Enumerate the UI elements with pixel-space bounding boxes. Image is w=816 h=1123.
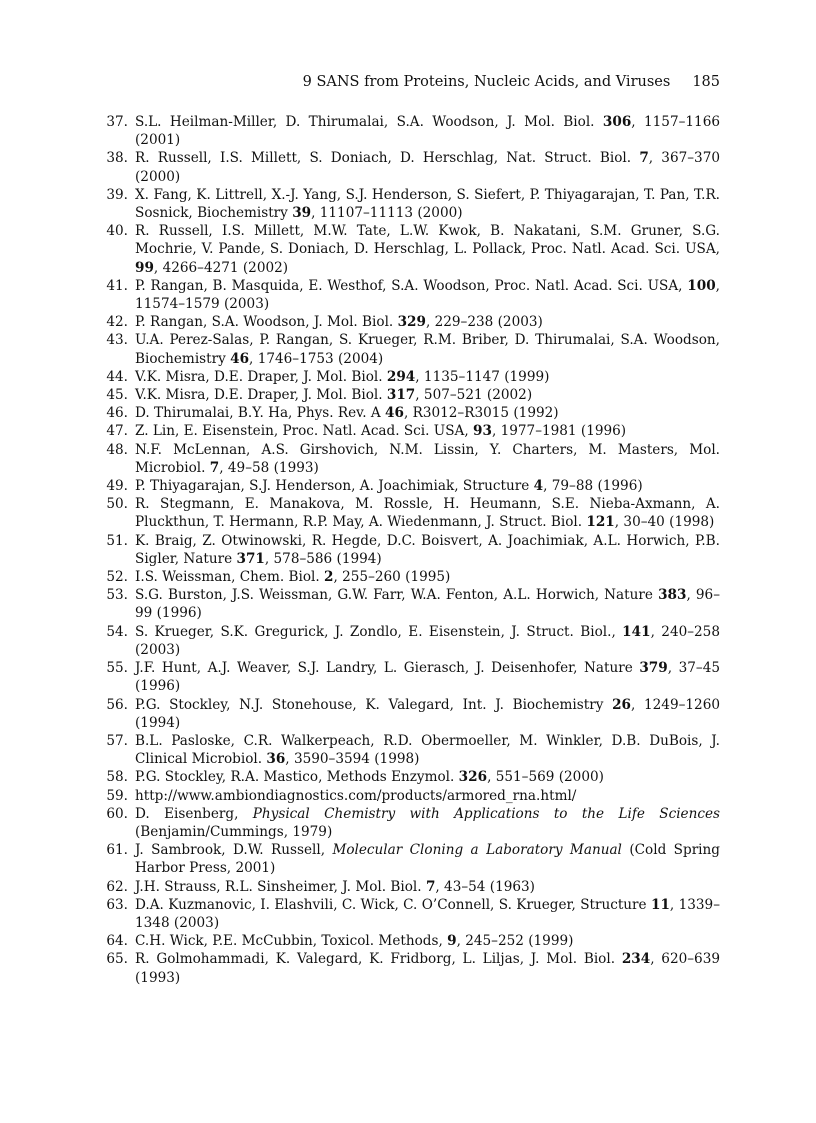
reference-text xyxy=(135,442,720,476)
reference-item xyxy=(100,277,720,313)
volume-number: 46 xyxy=(230,350,250,367)
reference-number: 63. xyxy=(106,896,128,913)
reference-text xyxy=(135,478,643,494)
reference-number: 65. xyxy=(106,951,128,968)
reference-item xyxy=(100,732,720,768)
reference-text xyxy=(135,223,720,275)
reference-segment: , 11574–1579 (2003) xyxy=(135,277,720,313)
reference-segment: , 1977–1981 (1996) xyxy=(491,423,627,440)
volume-number: 121 xyxy=(586,514,615,531)
volume-number: 39 xyxy=(292,205,312,222)
reference-text xyxy=(135,842,720,876)
reference-number: 54. xyxy=(106,623,128,640)
reference-segment: B.L. Pasloske, C.R. Walkerpeach, R.D. Obermoeller, M. Winkler, D.B. DuBois, J. Clinical Microbiol. xyxy=(135,732,720,768)
reference-text xyxy=(135,769,604,785)
reference-item xyxy=(100,532,720,568)
reference-segment: U.A. Perez-Salas, P. Rangan, S. Krueger, R.M. Briber, D. Thirumalai, S.A. Woodson, Biochemistry xyxy=(135,332,720,367)
reference-segment: S.G. Burston, J.S. Weissman, G.W. Farr, W.A. Fenton, A.L. Horwich, Nature xyxy=(135,587,659,604)
reference-item xyxy=(100,477,720,495)
reference-segment: P. Rangan, S.A. Woodson, J. Mol. Biol. xyxy=(135,314,398,331)
volume-number: 294 xyxy=(386,368,416,385)
reference-number: 48. xyxy=(106,441,128,458)
reference-segment: , 37–45 (1996) xyxy=(135,660,720,695)
reference-segment: , 3590–3594 (1998) xyxy=(285,751,420,768)
volume-number: 329 xyxy=(397,314,426,331)
reference-item xyxy=(100,386,720,404)
reference-number: 40. xyxy=(106,223,128,240)
reference-number: 42. xyxy=(106,314,128,331)
reference-item xyxy=(100,659,720,695)
reference-segment: , 4266–4271 (2002) xyxy=(153,259,289,276)
reference-text xyxy=(135,569,450,585)
volume-number: 383 xyxy=(658,587,687,604)
reference-segment: D. Thirumalai, B.Y. Ha, Phys. Rev. A xyxy=(135,405,386,422)
book-title: Molecular Cloning a Laboratory Manual xyxy=(332,842,622,859)
reference-number: 60. xyxy=(106,805,128,822)
reference-segment: S. Krueger, S.K. Gregurick, J. Zondlo, E. Eisenstein, J. Struct. Biol., xyxy=(135,623,623,640)
reference-item xyxy=(100,950,720,986)
reference-segment: P.G. Stockley, R.A. Mastico, Methods Enzymol. xyxy=(135,769,459,786)
reference-item xyxy=(100,878,720,896)
volume-number: 326 xyxy=(458,769,488,786)
reference-segment: http://www.ambiondiagnostics.com/products/armored_rna.html/ xyxy=(135,787,577,804)
reference-text xyxy=(135,951,720,985)
reference-number: 38. xyxy=(106,150,128,167)
volume-number: 7 xyxy=(209,459,220,476)
reference-segment: C.H. Wick, P.E. McCubbin, Toxicol. Methods, xyxy=(135,933,448,950)
reference-number: 52. xyxy=(106,569,128,586)
reference-segment: , 255–260 (1995) xyxy=(333,569,451,586)
reference-text xyxy=(135,533,720,567)
reference-segment: K. Braig, Z. Otwinowski, R. Hegde, D.C. Boisvert, A. Joachimiak, A.L. Horwich, P.B. Sigler, Nature xyxy=(135,532,720,567)
reference-text xyxy=(135,150,720,184)
volume-number: 4 xyxy=(533,478,544,495)
reference-text xyxy=(135,879,535,895)
reference-segment: , 1157–1166 (2001) xyxy=(135,114,720,149)
reference-segment: , 551–569 (2000) xyxy=(487,769,604,786)
reference-text xyxy=(135,806,720,840)
reference-segment: , 578–586 (1994) xyxy=(264,550,382,567)
reference-text xyxy=(135,369,549,385)
reference-segment: , 30–40 (1998) xyxy=(614,514,715,531)
reference-text xyxy=(135,187,720,221)
reference-item xyxy=(100,113,720,149)
page-number: 185 xyxy=(692,74,720,90)
reference-item xyxy=(100,186,720,222)
reference-segment: , 1339–1348 (2003) xyxy=(135,896,720,931)
reference-segment: , 79–88 (1996) xyxy=(543,478,643,495)
reference-number: 62. xyxy=(106,878,128,895)
volume-number: 46 xyxy=(385,405,404,422)
reference-number: 46. xyxy=(106,405,128,422)
reference-number: 44. xyxy=(106,368,128,385)
reference-segment: P. Rangan, B. Masquida, E. Westhof, S.A. Woodson, Proc. Natl. Acad. Sci. USA, xyxy=(135,277,688,294)
volume-number: 26 xyxy=(612,696,631,713)
reference-number: 51. xyxy=(106,532,128,549)
reference-text xyxy=(135,314,543,330)
volume-number: 7 xyxy=(425,878,436,895)
reference-item xyxy=(100,368,720,386)
reference-text xyxy=(135,660,720,694)
reference-segment: , 620–639 (1993) xyxy=(135,951,720,986)
reference-segment: J.H. Strauss, R.L. Sinsheimer, J. Mol. Biol. xyxy=(135,878,426,895)
reference-item xyxy=(100,495,720,531)
reference-text xyxy=(135,423,626,439)
reference-segment: , 229–238 (2003) xyxy=(425,314,543,331)
reference-text xyxy=(135,697,720,731)
reference-text xyxy=(135,733,720,767)
reference-item xyxy=(100,896,720,932)
reference-segment: R. Golmohammadi, K. Valegard, K. Fridborg, L. Liljas, J. Mol. Biol. xyxy=(135,951,622,968)
reference-segment: R. Russell, I.S. Millett, M.W. Tate, L.W. Kwok, B. Nakatani, S.M. Gruner, S.G. Mochrie, V. Pande, S. Doniach, D. Herschlag, L. Pollack, Proc. Natl. Acad. Sci. USA, xyxy=(135,223,720,258)
reference-segment: Z. Lin, E. Eisenstein, Proc. Natl. Acad. Sci. USA, xyxy=(135,423,474,440)
reference-text xyxy=(135,496,720,530)
book-title: Physical Chemistry with Applications to the Life Sciences xyxy=(252,805,720,822)
reference-segment: , R3012–R3015 (1992) xyxy=(403,405,559,422)
reference-item xyxy=(100,696,720,732)
reference-number: 58. xyxy=(106,769,128,786)
reference-segment: , 1249–1260 (1994) xyxy=(135,696,720,731)
volume-number: 2 xyxy=(324,569,334,586)
reference-item xyxy=(100,787,720,805)
reference-segment: R. Russell, I.S. Millett, S. Doniach, D. Herschlag, Nat. Struct. Biol. xyxy=(135,150,640,167)
reference-segment: , 96–99 (1996) xyxy=(135,587,720,622)
reference-number: 37. xyxy=(106,114,128,130)
reference-number: 41. xyxy=(106,277,128,294)
reference-text xyxy=(135,332,720,366)
reference-segment: , 507–521 (2002) xyxy=(415,387,533,404)
volume-number: 11 xyxy=(650,896,670,913)
reference-item xyxy=(100,841,720,877)
running-head xyxy=(100,74,720,90)
reference-item xyxy=(100,568,720,586)
volume-number: 234 xyxy=(621,951,651,968)
reference-segment: X. Fang, K. Littrell, X.-J. Yang, S.J. Henderson, S. Siefert, P. Thiyagarajan, T. Pan, T.R. Sosnick, Biochemistry xyxy=(135,186,720,222)
reference-segment: S.L. Heilman-Miller, D. Thirumalai, S.A. Woodson, J. Mol. Biol. xyxy=(135,114,603,130)
reference-number: 56. xyxy=(106,696,128,713)
reference-number: 57. xyxy=(106,732,128,749)
volume-number: 141 xyxy=(622,623,651,640)
reference-segment: (Benjamin/Cummings, 1979) xyxy=(135,823,333,840)
volume-number: 371 xyxy=(236,550,265,567)
reference-item xyxy=(100,422,720,440)
reference-segment: D.A. Kuzmanovic, I. Elashvili, C. Wick, C. O’Connell, S. Krueger, Structure xyxy=(135,896,651,913)
reference-text xyxy=(135,405,559,421)
volume-number: 99 xyxy=(135,259,154,276)
volume-number: 36 xyxy=(266,751,286,768)
reference-segment: D. Eisenberg, xyxy=(135,805,253,822)
reference-segment: I.S. Weissman, Chem. Biol. xyxy=(135,569,325,586)
reference-segment: , 1746–1753 (2004) xyxy=(249,350,384,367)
reference-segment: V.K. Misra, D.E. Draper, J. Mol. Biol. xyxy=(135,368,387,385)
reference-segment: , 43–54 (1963) xyxy=(435,878,535,895)
reference-number: 39. xyxy=(106,186,128,203)
volume-number: 93 xyxy=(473,423,492,440)
reference-item xyxy=(100,623,720,659)
reference-segment: , 240–258 (2003) xyxy=(135,623,720,658)
reference-item xyxy=(100,932,720,950)
reference-segment: (Cold Spring Harbor Press, 2001) xyxy=(135,842,720,877)
reference-text xyxy=(135,933,573,949)
volume-number: 317 xyxy=(386,387,416,404)
reference-segment: V.K. Misra, D.E. Draper, J. Mol. Biol. xyxy=(135,387,387,404)
volume-number: 100 xyxy=(687,277,716,294)
reference-item xyxy=(100,586,720,622)
reference-text xyxy=(135,278,720,312)
reference-text xyxy=(135,788,576,804)
volume-number: 379 xyxy=(639,660,668,677)
volume-number: 306 xyxy=(602,114,632,130)
reference-number: 49. xyxy=(106,478,128,495)
reference-text xyxy=(135,624,720,658)
reference-segment: , 245–252 (1999) xyxy=(456,933,574,950)
running-head-title: 9 SANS from Proteins, Nucleic Acids, and Viruses xyxy=(302,74,671,90)
reference-number: 43. xyxy=(106,332,128,349)
reference-item xyxy=(100,222,720,277)
reference-text xyxy=(135,387,532,403)
reference-number: 50. xyxy=(106,496,128,513)
reference-item xyxy=(100,805,720,841)
reference-segment: P. Thiyagarajan, S.J. Henderson, A. Joachimiak, Structure xyxy=(135,478,534,495)
reference-item xyxy=(100,331,720,367)
reference-number: 45. xyxy=(106,387,128,404)
reference-segment: J.F. Hunt, A.J. Weaver, S.J. Landry, L. Gierasch, J. Deisenhofer, Nature xyxy=(135,660,640,677)
reference-item xyxy=(100,404,720,422)
reference-item xyxy=(100,768,720,786)
reference-number: 61. xyxy=(106,842,128,859)
reference-number: 47. xyxy=(106,423,128,440)
reference-text xyxy=(135,114,720,148)
volume-number: 7 xyxy=(639,150,649,167)
reference-item xyxy=(100,441,720,477)
reference-item xyxy=(100,313,720,331)
reference-segment: , 1135–1147 (1999) xyxy=(415,368,550,385)
reference-number: 59. xyxy=(106,787,128,804)
reference-list xyxy=(100,113,720,987)
reference-segment: , 11107–11113 (2000) xyxy=(311,205,463,222)
reference-segment: N.F. McLennan, A.S. Girshovich, N.M. Lissin, Y. Charters, M. Masters, Mol. Microbiol. xyxy=(135,441,720,476)
reference-number: 64. xyxy=(106,933,128,950)
volume-number: 9 xyxy=(447,933,457,950)
reference-text xyxy=(135,587,720,621)
reference-number: 55. xyxy=(106,660,128,677)
reference-segment: P.G. Stockley, N.J. Stonehouse, K. Valegard, Int. J. Biochemistry xyxy=(135,696,613,713)
reference-segment: , 49–58 (1993) xyxy=(219,459,319,476)
reference-segment: R. Stegmann, E. Manakova, M. Rossle, H. Heumann, S.E. Nieba-Axmann, A. Pluckthun, T. Hermann, R.P. May, A. Wiedenmann, J. Struct. Biol. xyxy=(135,496,720,531)
reference-number: 53. xyxy=(106,587,128,604)
reference-segment: , 367–370 (2000) xyxy=(135,150,720,185)
reference-segment: J. Sambrook, D.W. Russell, xyxy=(135,842,333,859)
reference-item xyxy=(100,149,720,185)
reference-text xyxy=(135,897,720,931)
